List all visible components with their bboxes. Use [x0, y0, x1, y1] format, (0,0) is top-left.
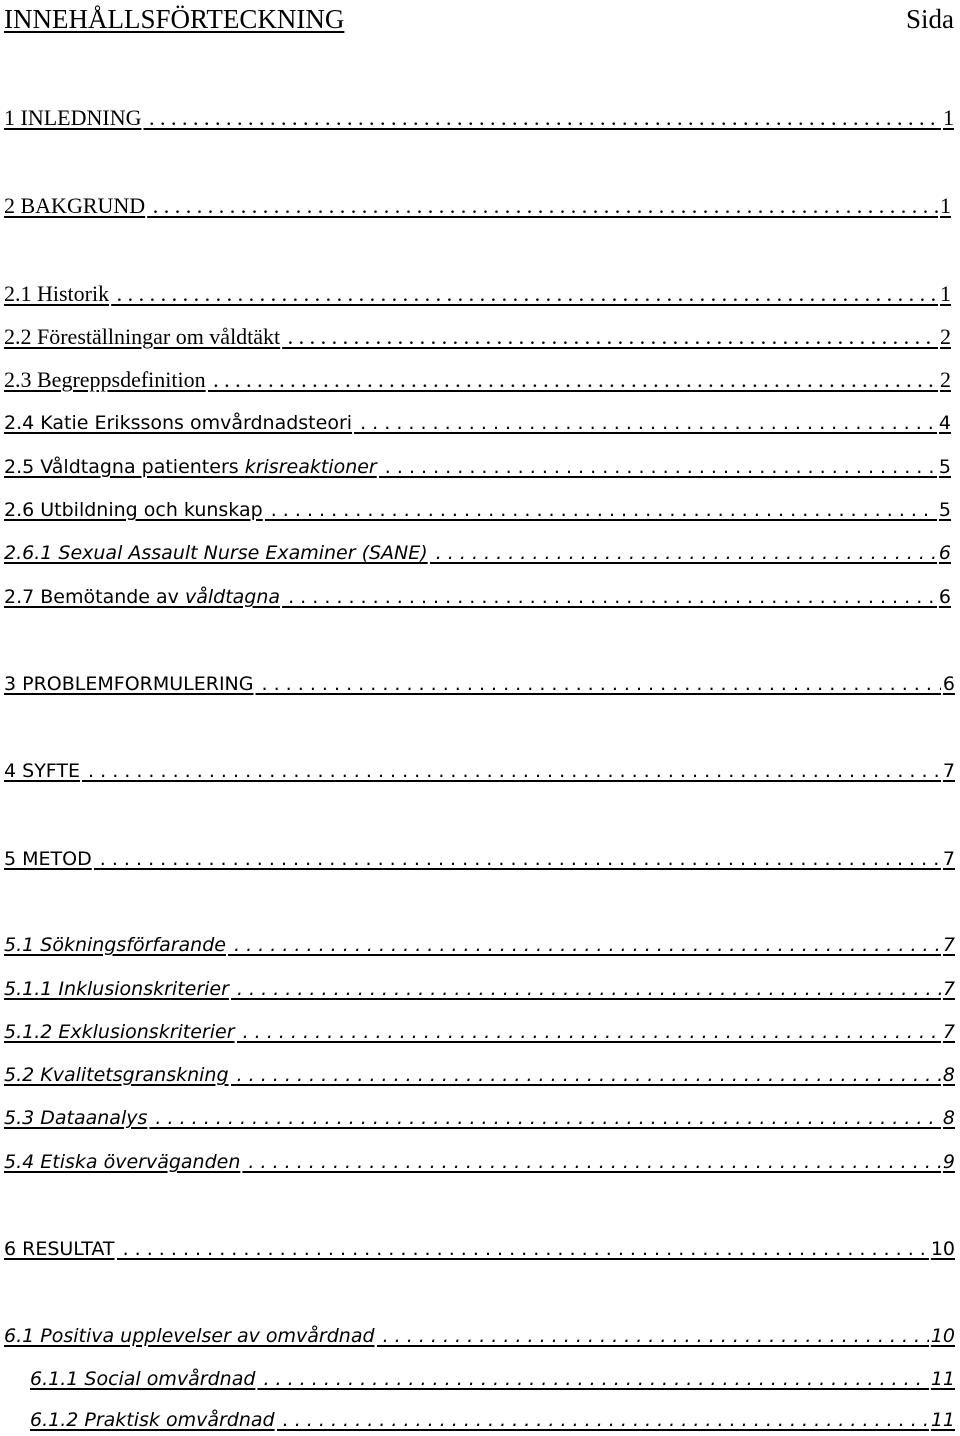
toc-entry-page: 6	[942, 673, 955, 695]
toc-entry-page: 5	[938, 499, 951, 521]
toc-entry-5-4[interactable]	[4, 1151, 955, 1173]
toc-entry-page: 6	[938, 542, 951, 564]
toc-entry-label: 3 PROBLEMFORMULERING	[4, 673, 254, 695]
toc-entry-3-problemformulering[interactable]	[4, 673, 955, 695]
toc-entry-4-syfte[interactable]	[4, 760, 955, 782]
toc-entry-5-3[interactable]	[4, 1107, 955, 1129]
toc-entry-6-1-1[interactable]	[30, 1368, 955, 1390]
toc-entry-2-bakgrund[interactable]	[4, 193, 951, 219]
toc-entry-page: 1	[940, 193, 951, 218]
toc-entry-label: 6.1.2 Praktisk omvårdnad	[30, 1409, 275, 1431]
toc-entry-page: 9	[942, 1151, 955, 1173]
toc-entry-2-2[interactable]	[4, 324, 951, 350]
toc-entry-label: 2.1 Historik	[4, 281, 110, 306]
toc-header	[4, 4, 954, 40]
toc-entry-label: 5.4 Etiska överväganden	[4, 1151, 241, 1173]
toc-entry-page: 10	[930, 1238, 955, 1260]
toc-entry-label: 1 INLEDNING	[4, 105, 142, 130]
toc-entry-label: 2.5 Våldtagna patienters krisreaktioner	[4, 456, 377, 478]
toc-entry-label: 2.6.1 Sexual Assault Nurse Examiner (SANE)	[4, 542, 428, 564]
toc-entry-label: 2.7 Bemötande av våldtagna	[4, 586, 281, 608]
toc-entry-5-metod[interactable]	[4, 848, 955, 870]
toc-entry-5-1-1[interactable]	[4, 978, 955, 1000]
toc-entry-2-3[interactable]	[4, 367, 951, 393]
toc-entry-1-inledning[interactable]	[4, 105, 954, 131]
toc-entry-page: 11	[930, 1409, 955, 1431]
toc-entry-2-5[interactable]	[4, 456, 951, 478]
toc-entry-page: 2	[940, 324, 951, 349]
toc-entry-label: 5.1.1 Inklusionskriterier	[4, 978, 229, 1000]
toc-entry-label: 5.1.2 Exklusionskriterier	[4, 1021, 235, 1043]
toc-entry-label: 2.4 Katie Erikssons omvårdnadsteori	[4, 412, 353, 434]
toc-entry-5-1[interactable]	[4, 934, 955, 956]
toc-entry-5-2[interactable]	[4, 1064, 955, 1086]
toc-entry-page: 1	[943, 105, 954, 130]
toc-entry-page: 8	[942, 1107, 955, 1129]
toc-entry-label: 6 RESULTAT	[4, 1238, 115, 1260]
toc-entry-page: 2	[940, 367, 951, 392]
toc-entry-label: 2.6 Utbildning och kunskap	[4, 499, 263, 521]
toc-entry-page: 7	[942, 934, 955, 956]
toc-entry-label: 5 METOD	[4, 848, 92, 870]
toc-entry-2-1-historik[interactable]	[4, 281, 951, 307]
toc-entry-page: 11	[930, 1368, 955, 1390]
toc-entry-label: 5.1 Sökningsförfarande	[4, 934, 226, 956]
toc-entry-page: 4	[938, 412, 951, 434]
toc-entry-page: 10	[930, 1325, 955, 1347]
toc-entry-6-1-2[interactable]	[30, 1409, 955, 1431]
toc-entry-label: 2.2 Föreställningar om våldtäkt	[4, 324, 281, 349]
toc-entry-label: 5.2 Kvalitetsgranskning	[4, 1064, 229, 1086]
toc-entry-6-resultat[interactable]	[4, 1238, 955, 1260]
toc-entry-page: 7	[942, 1021, 955, 1043]
toc-entry-page: 7	[942, 848, 955, 870]
toc-entry-label: 5.3 Dataanalys	[4, 1107, 148, 1129]
toc-entry-2-4[interactable]	[4, 412, 951, 434]
toc-entry-page: 8	[942, 1064, 955, 1086]
toc-entry-5-1-2[interactable]	[4, 1021, 955, 1043]
toc-entry-2-6-1[interactable]	[4, 542, 951, 564]
toc-entry-2-7[interactable]	[4, 586, 951, 608]
toc-entry-page: 7	[942, 760, 955, 782]
toc-entry-page: 6	[938, 586, 951, 608]
toc-title: INNEHÅLLSFÖRTECKNING	[4, 4, 345, 34]
toc-entry-page: 1	[940, 281, 951, 306]
toc-entry-label: 2.3 Begreppsdefinition	[4, 367, 206, 392]
toc-entry-label: 2 BAKGRUND	[4, 193, 146, 218]
toc-entry-6-1[interactable]	[4, 1325, 955, 1347]
toc-entry-2-6[interactable]	[4, 499, 951, 521]
toc-entry-label: 4 SYFTE	[4, 760, 80, 782]
toc-entry-page: 5	[938, 456, 951, 478]
toc-entry-label: 6.1 Positiva upplevelser av omvårdnad	[4, 1325, 375, 1347]
toc-entry-page: 7	[942, 978, 955, 1000]
toc-entry-label: 6.1.1 Social omvårdnad	[30, 1368, 256, 1390]
page-column-label: Sida	[905, 4, 954, 34]
